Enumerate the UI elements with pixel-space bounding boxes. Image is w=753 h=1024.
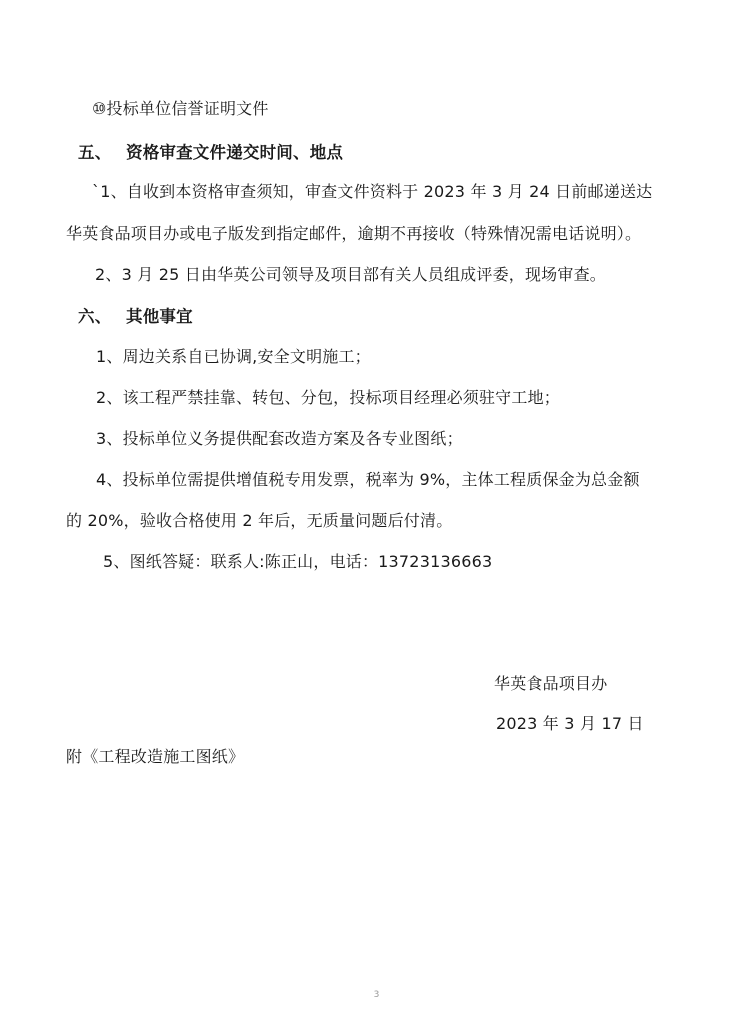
section-6-heading (78, 306, 193, 328)
section-6-item5-contact: 5、图纸答疑：联系人:陈正山，电话：13723136663 (103, 552, 493, 571)
signature-date: 2023 年 3 月 17 日 (496, 714, 644, 733)
section-5-title: 资格审查文件递交时间、地点 (126, 143, 344, 162)
section-6-item2: 2、该工程严禁挂靠、转包、分包，投标项目经理必须驻守工地； (96, 388, 560, 407)
section-6-item1: 1、周边关系自已协调,安全文明施工； (96, 347, 371, 366)
section-5-para2: 2、3 月 25 日由华英公司领导及项目部有关人员组成评委，现场审查。 (95, 265, 606, 284)
section-5-number: 五、 (78, 143, 112, 162)
item-10-credit-certificate: ⑩投标单位信誉证明文件 (92, 99, 269, 118)
section-5-heading (78, 142, 343, 164)
section-5-para1-line2: 华英食品项目办或电子版发到指定邮件，逾期不再接收（特殊情况需电话说明）。 (66, 224, 642, 243)
section-5-para1-line1: `1、自收到本资格审查须知，审查文件资料于 2023 年 3 月 24 日前邮递送达 (92, 182, 653, 201)
attachment-note: 附《工程改造施工图纸》 (66, 747, 245, 766)
section-6-title: 其他事宜 (126, 307, 193, 326)
page-number: 3 (373, 990, 380, 1000)
section-6-number: 六、 (78, 307, 112, 326)
section-6-item4-line2: 的 20%，验收合格使用 2 年后，无质量问题后付清。 (66, 511, 453, 530)
section-6-item4-line1: 4、投标单位需提供增值税专用发票，税率为 9%，主体工程质保金为总金额 (96, 470, 640, 489)
section-6-item3: 3、投标单位义务提供配套改造方案及各专业图纸； (96, 429, 463, 448)
signature-organization: 华英食品项目办 (494, 674, 608, 693)
